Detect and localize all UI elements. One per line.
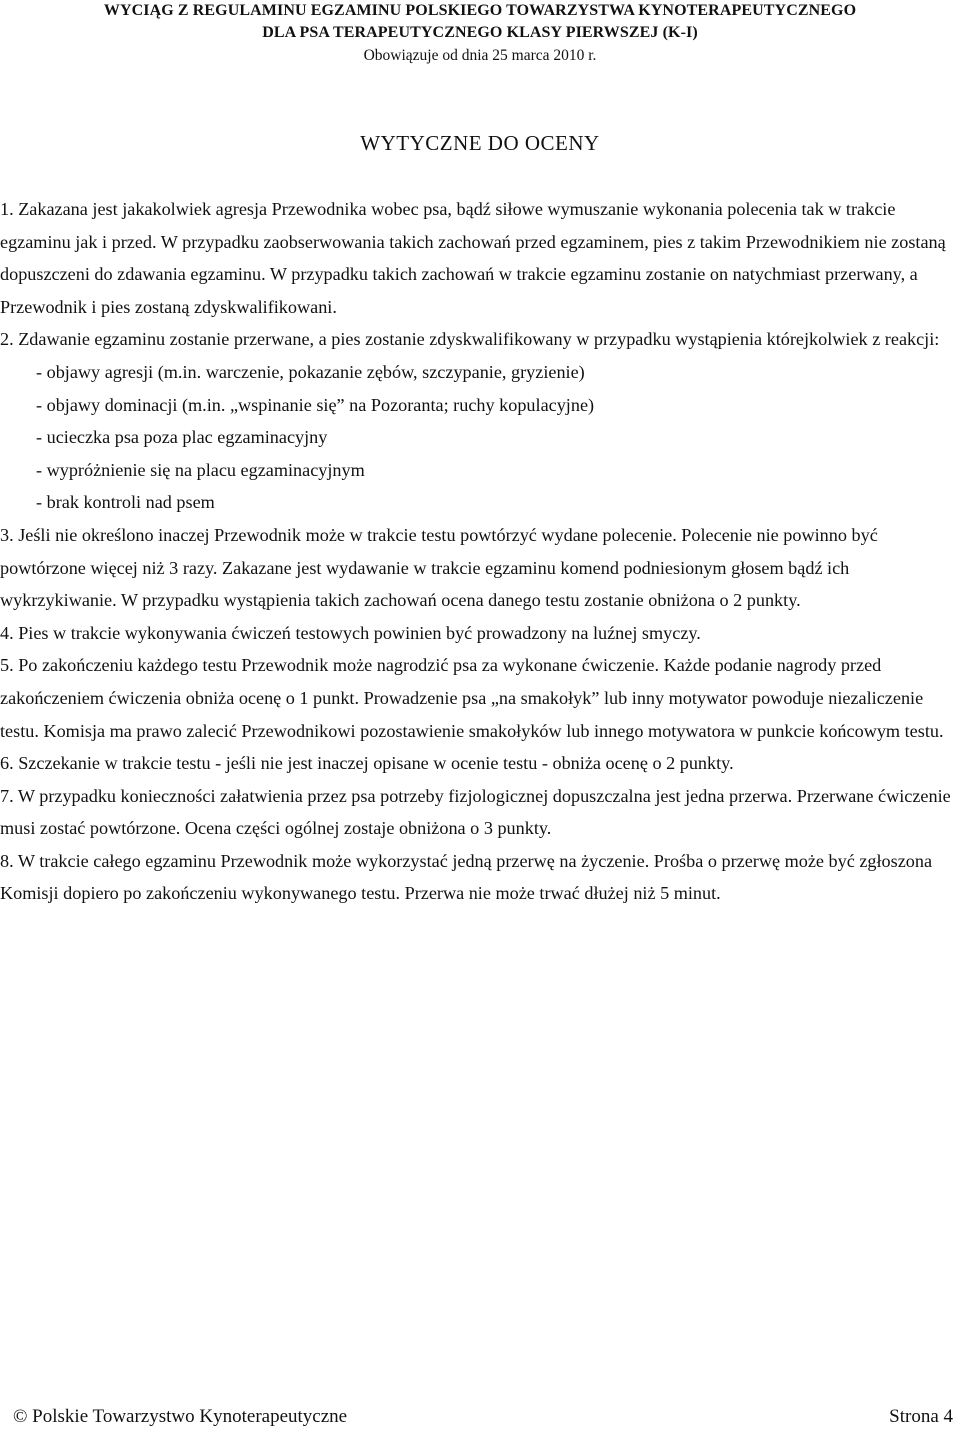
- list-item: - objawy dominacji (m.in. „wspinanie się” na Pozoranta; ruchy kopulacyjne): [36, 394, 595, 415]
- disqualifying-reactions-list: [0, 356, 955, 519]
- header-title-line-2: DLA PSA TERAPEUTYCZNEGO KLASY PIERWSZEJ (K-I): [262, 24, 698, 41]
- list-item: - wypróżnienie się na placu egzaminacyjnym: [36, 459, 365, 480]
- page-number: Strona 4: [889, 1406, 953, 1427]
- list-item: - brak kontroli nad psem: [36, 492, 215, 513]
- header-title-line-1: WYCIĄG Z REGULAMINU EGZAMINU POLSKIEGO TOWARZYSTWA KYNOTERAPEUTYCZNEGO: [103, 2, 857, 19]
- guideline-4: 4. Pies w trakcie wykonywania ćwiczeń testowych powinien być prowadzony na luźnej smyczy.: [0, 622, 701, 643]
- guideline-2: 2. Zdawanie egzaminu zostanie przerwane, a pies zostanie zdyskwalifikowany w przypadku wystąpienia którejkolwiek z reakcji:: [0, 329, 940, 350]
- list-item: - objawy agresji (m.in. warczenie, pokazanie zębów, szczypanie, gryzienie): [36, 361, 585, 382]
- effective-date: Obowiązuje od dnia 25 marca 2010 r.: [363, 47, 597, 64]
- document-header: [0, 0, 960, 67]
- guideline-3: 3. Jeśli nie określono inaczej Przewodnik może w trakcie testu powtórzyć wydane polecenie. Polecenie nie powinno być powtórzone więcej niż 3 razy. Zakazane jest wydawanie w trakcie egzaminu komend podniesionym głosem bądź ich wykrzykiwanie. W przypadku wystąpienia takich zachowań ocena danego testu zostanie obniżona o 2 punkty.: [0, 524, 878, 611]
- guideline-7: 7. W przypadku konieczności załatwienia przez psa potrzeby fizjologicznej dopuszczalna jest jedna przerwa. Przerwane ćwiczenie musi zostać powtórzone. Ocena części ogólnej zostaje obniżona o 3 punkty.: [0, 785, 951, 839]
- section-title: WYTYCZNE DO OCENY: [360, 131, 600, 155]
- list-item: - ucieczka psa poza plac egzaminacyjny: [36, 427, 328, 448]
- guidelines-content: [0, 193, 955, 910]
- guideline-6: 6. Szczekanie w trakcie testu - jeśli nie jest inaczej opisane w ocenie testu - obniża ocenę o 2 punkty.: [0, 753, 734, 774]
- footer-copyright: © Polskie Towarzystwo Kynoterapeutyczne: [13, 1406, 348, 1427]
- guideline-8: 8. W trakcie całego egzaminu Przewodnik może wykorzystać jedną przerwę na życzenie. Prośba o przerwę może być zgłoszona Komisji dopiero po zakończeniu wykonywanego testu. Przerwa nie może trwać dłużej niż 5 minut.: [0, 850, 933, 904]
- guideline-1: 1. Zakazana jest jakakolwiek agresja Przewodnika wobec psa, bądź siłowe wymuszanie wykonania polecenia tak w trakcie egzaminu jak i przed. W przypadku zaobserwowania takich zachowań przed egzaminem, pies z takim Przewodnikiem nie zostaną dopuszczeni do zdawania egzaminu. W przypadku takich zachowań w trakcie egzaminu zostanie on natychmiast przerwany, a Przewodnik i pies zostaną zdyskwalifikowani.: [0, 199, 946, 317]
- guideline-5: 5. Po zakończeniu każdego testu Przewodnik może nagrodzić psa za wykonane ćwiczenie. Każde podanie nagrody przed zakończeniem ćwiczenia obniża ocenę o 1 punkt. Prowadzenie psa „na smakołyk” lub inny motywator powoduje niezaliczenie testu. Komisja ma prawo zalecić Przewodnikowi pozostawienie smakołyków lub innego motywatora w punkcie końcowym testu.: [0, 655, 944, 741]
